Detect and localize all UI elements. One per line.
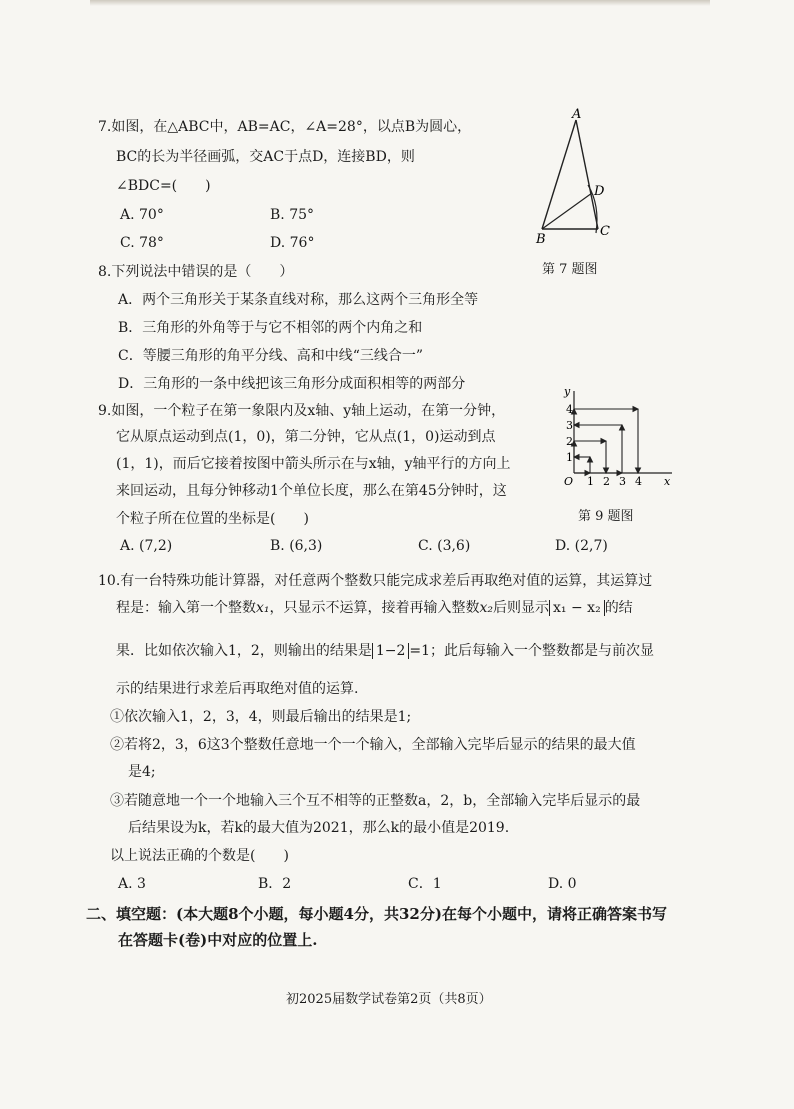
q8-option-c: C．等腰三角形的角平分线、高和中线“三线合一” — [118, 348, 424, 364]
q10-line4: 示的结果进行求差后再取绝对值的运算. — [116, 681, 359, 697]
fig9-y-tick-2: 2 — [566, 435, 573, 448]
q10-statement-2b: 是4; — [128, 764, 156, 780]
fig9-y-tick-4: 4 — [566, 403, 573, 416]
q10-line2-text-a: 程是：输入第一个整数 — [116, 600, 256, 616]
q7-line3: ∠BDC=( ) — [116, 178, 211, 194]
q10-statement-3b: 后结果设为k，若k的最大值为2021，那么k的最小值是2019. — [128, 820, 510, 836]
q8-option-b: B．三角形的外角等于与它不相邻的两个内角之和 — [118, 320, 423, 336]
fig9-x-axis-label: x — [664, 475, 671, 488]
q9-line3: (1，1)，而后它接着按图中箭头所示在与x轴，y轴平行的方向上 — [116, 456, 511, 472]
q10-line2-text-b: ，只显示不运算，接着再输入整数 — [269, 600, 480, 616]
page-footer: 初2025届数学试卷第2页（共8页） — [286, 992, 492, 1007]
q10-line3-eq: =1 — [409, 643, 431, 659]
q7-option-b: B. 75° — [270, 207, 315, 223]
q10-abs-example: 1−2 — [372, 643, 410, 659]
q8-option-a: A．两个三角形关于某条直线对称，那么这两个三角形全等 — [118, 292, 479, 308]
fig9-x-tick-2: 2 — [603, 475, 610, 488]
q10-option-b: B．2 — [258, 876, 292, 892]
fig7-label-a: A — [572, 107, 582, 122]
q9-grid-figure — [560, 385, 680, 495]
section2-heading-line1: 二、填空题：(本大题8个小题，每小题4分，共32分)在每个小题中，请将正确答案书写 — [86, 905, 667, 923]
q10-statement-1: ①依次输入1，2，3，4，则最后输出的结果是1; — [110, 709, 412, 725]
q10-option-c: C．1 — [408, 876, 442, 892]
fig9-x-tick-1: 1 — [587, 475, 594, 488]
q10-line1: 10.有一台特殊功能计算器，对任意两个整数只能完成求差后再取绝对值的运算，其运算过 — [98, 573, 653, 589]
q10-x2: x₂ — [479, 600, 494, 616]
fig7-label-b: B — [536, 232, 546, 247]
fig9-x-tick-3: 3 — [619, 475, 626, 488]
q7-triangle-figure — [530, 105, 620, 250]
q10-line3-text-b: ；此后每输入一个整数都是与前次显 — [430, 643, 655, 659]
q9-line1: 9.如图，一个粒子在第一象限内及x轴、y轴上运动，在第一分钟， — [98, 403, 506, 419]
q9-line2: 它从原点运动到点(1，0)，第二分钟，它从点(1，0)运动到点 — [116, 429, 496, 445]
fig9-x-tick-4: 4 — [635, 475, 642, 488]
fig9-y-tick-3: 3 — [566, 419, 573, 432]
q10-option-a: A. 3 — [118, 876, 146, 892]
q10-statement-3a: ③若随意地一个一个地输入三个互不相等的正整数a，2，b，全部输入完毕后显示的最 — [110, 793, 641, 809]
q8-option-d: D．三角形的一条中线把该三角形分成面积相等的两部分 — [118, 376, 466, 392]
q10-stem: 以上说法正确的个数是( ) — [110, 848, 289, 864]
q10-line2 — [116, 598, 633, 618]
q9-option-b: B. (6,3) — [270, 538, 323, 554]
q10-line3-text-a: 果．比如依次输入1，2，则输出的结果是 — [116, 643, 372, 659]
q9-option-c: C. (3,6) — [418, 538, 471, 554]
q7-option-d: D. 76° — [270, 235, 315, 251]
q10-line2-text-d: 的结 — [604, 600, 633, 616]
scan-edge — [90, 0, 710, 6]
q10-line2-text-c: 后则显示 — [493, 600, 550, 616]
q9-line5: 个粒子所在位置的坐标是( ) — [116, 511, 309, 527]
q9-option-d: D. (2,7) — [555, 538, 608, 554]
q9-option-a: A. (7,2) — [120, 538, 173, 554]
q7-line1: 7.如图，在△ABC中，AB=AC，∠A=28°，以点B为圆心， — [98, 119, 472, 135]
fig9-origin-label: O — [564, 475, 574, 488]
fig7-label-c: C — [600, 224, 610, 239]
fig9-y-axis-label: y — [564, 385, 571, 398]
q10-line3 — [116, 641, 654, 661]
q9-figure-caption: 第 9 题图 — [578, 509, 634, 524]
fig7-label-d: D — [594, 184, 605, 199]
q8-stem: 8.下列说法中错误的是（ ） — [98, 264, 294, 280]
q7-option-c: C. 78° — [120, 235, 164, 251]
fig9-y-tick-1: 1 — [566, 451, 573, 464]
q10-option-d: D. 0 — [548, 876, 577, 892]
q10-x1: x₁ — [256, 600, 270, 616]
q10-abs-expression: x₁ − x₂ — [549, 600, 605, 616]
q9-line4: 来回运动，且每分钟移动1个单位长度，那么在第45分钟时，这 — [116, 483, 507, 499]
q7-figure-caption: 第 7 题图 — [542, 262, 598, 277]
q7-option-a: A. 70° — [120, 207, 164, 223]
section2-heading-line2: 在答题卡(卷)中对应的位置上. — [118, 931, 318, 949]
q7-line2: BC的长为半径画弧，交AC于点D，连接BD，则 — [116, 149, 415, 165]
q10-statement-2a: ②若将2，3，6这3个整数任意地一个一个输入，全部输入完毕后显示的结果的最大值 — [110, 737, 636, 753]
